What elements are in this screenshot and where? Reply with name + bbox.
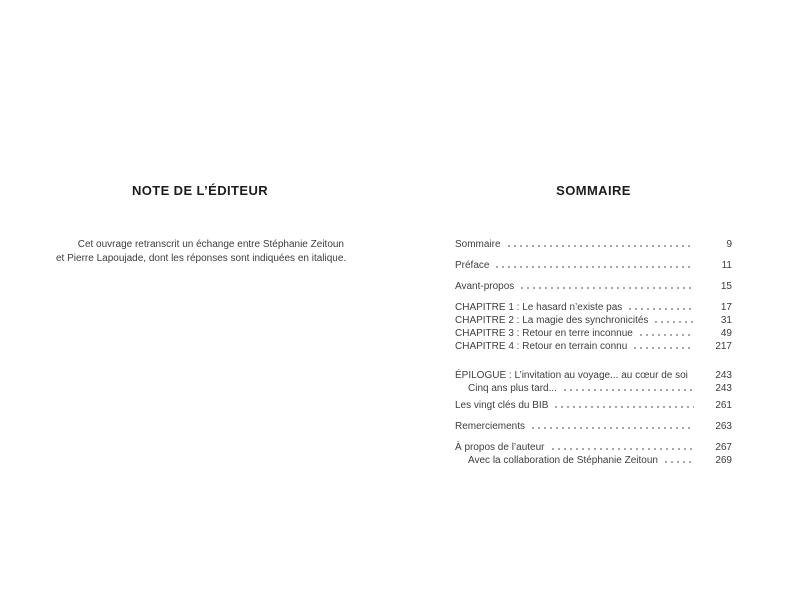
- toc-page-number: 15: [720, 281, 732, 292]
- toc-row-chapitre-2: [455, 314, 732, 327]
- toc-row-sommaire: [455, 238, 732, 251]
- toc-label: CHAPITRE 1 : Le hasard n’existe pas: [455, 302, 623, 313]
- leader-dots: [653, 321, 694, 323]
- leader-dots: [562, 389, 694, 391]
- toc-label: Préface: [455, 260, 490, 271]
- leader-dots: [519, 287, 694, 289]
- toc-page-number: 17: [720, 302, 732, 313]
- toc-page-number: 11: [721, 260, 732, 271]
- toc-row-epilogue: [455, 369, 732, 382]
- leader-dots: [632, 347, 694, 349]
- toc-label: À propos de l’auteur: [455, 442, 545, 453]
- leader-dots: [663, 461, 694, 463]
- toc-label: CHAPITRE 2 : La magie des synchronicités: [455, 315, 649, 326]
- left-page: [56, 183, 347, 265]
- leader-dots: [494, 266, 694, 268]
- leader-dots: [550, 448, 694, 450]
- toc-label: Avec la collaboration de Stéphanie Zeitoun: [468, 455, 658, 466]
- leader-dots: [530, 427, 694, 429]
- toc-page-number: 261: [715, 400, 732, 411]
- toc-page-number: 243: [715, 370, 732, 381]
- note-title: NOTE DE L’ÉDITEUR: [131, 183, 269, 198]
- toc-row-les-vingt-cles: [455, 399, 732, 412]
- toc-page-number: 243: [715, 383, 732, 394]
- toc-page-number: 267: [715, 442, 732, 453]
- toc-page-number: 31: [720, 315, 732, 326]
- toc-row-preface: [455, 259, 732, 272]
- toc-label: ÉPILOGUE : L’invitation au voyage... au cœur de soi: [455, 370, 688, 381]
- toc-row-chapitre-3: [455, 327, 732, 340]
- toc-page-number: 9: [726, 239, 732, 250]
- toc-row-cinq-ans-plus-tard: [455, 382, 732, 395]
- note-paragraph-line: et Pierre Lapoujade, dont les réponses sont indiquées en italique.: [56, 252, 347, 264]
- toc-row-avec-la-collaboration: [455, 454, 732, 467]
- leader-dots: [553, 406, 694, 408]
- toc-row-avant-propos: [455, 280, 732, 293]
- toc-page-number: 217: [715, 341, 732, 352]
- toc-row-remerciements: [455, 420, 732, 433]
- note-paragraph-line: Cet ouvrage retranscrit un échange entre Stéphanie Zeitoun: [77, 239, 344, 250]
- toc-label: CHAPITRE 3 : Retour en terre inconnue: [455, 328, 633, 339]
- toc-label: Cinq ans plus tard...: [468, 383, 557, 394]
- toc-row-chapitre-1: [455, 301, 732, 314]
- toc-label: Remerciements: [455, 421, 526, 432]
- toc-label: CHAPITRE 4 : Retour en terrain connu: [455, 341, 628, 352]
- leader-dots: [638, 334, 694, 336]
- note-paragraph: [56, 238, 347, 265]
- toc-page-number: 269: [715, 455, 732, 466]
- leader-dots: [506, 245, 694, 247]
- right-page: [455, 183, 732, 467]
- toc-page-number: 49: [720, 328, 732, 339]
- sommaire-title: SOMMAIRE: [556, 183, 631, 198]
- toc-label: Avant-propos: [455, 281, 515, 292]
- toc-row-chapitre-4: [455, 340, 732, 353]
- toc-row-a-propos-de-l-auteur: [455, 441, 732, 454]
- leader-dots: [693, 376, 694, 378]
- toc-label: Les vingt clés du BIB: [455, 400, 549, 411]
- toc-label: Sommaire: [455, 239, 501, 250]
- toc-page-number: 263: [715, 421, 732, 432]
- toc-list: [455, 238, 732, 467]
- leader-dots: [627, 308, 694, 310]
